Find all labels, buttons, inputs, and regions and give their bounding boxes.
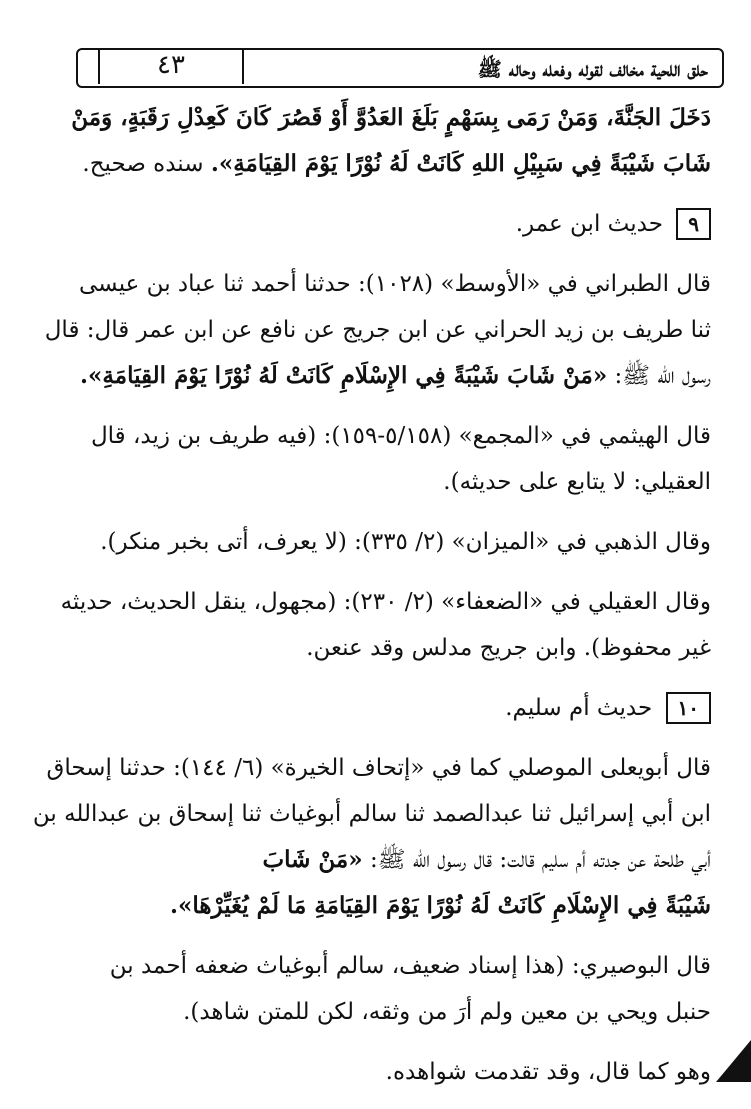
text-line: وقال الذهبي في «الميزان» (٢/ ٣٣٥): (لا يعرف، أتى بخبر منكر). <box>100 529 711 555</box>
page-body <box>32 95 711 1109</box>
text-line: قال أبويعلى الموصلي كما في «إتحاف الخيرة» (٦/ ١٤٤): حدثنا إسحاق <box>46 755 711 781</box>
hadith-10-paragraph-2 <box>90 943 711 1035</box>
hadith-9-heading <box>90 201 711 247</box>
hadith-10-paragraph-3 <box>90 1049 711 1095</box>
hadith-9-paragraph-2 <box>90 413 711 505</box>
text-span: أبي طلحة عن جدته أم سليم قالت: قال رسول الله ﷺ: <box>362 847 711 873</box>
hadith-10-paragraph-1 <box>32 745 711 929</box>
text-line: وهو كما قال، وقد تقدمت شواهده. <box>385 1059 711 1085</box>
text-line: العقيلي: لا يتابع على حديثه). <box>443 469 711 495</box>
intro-tail: سنده صحيح. <box>82 151 211 177</box>
hadith-quote: «مَنْ شَابَ شَيْبَةً فِي الإِسْلَامِ كَانَتْ لَهُ نُوْرًا يَوْمَ القِيَامَةِ». <box>80 362 608 389</box>
hadith-10-title: حديث أم سليم. <box>505 695 653 721</box>
text-line: ابن أبي إسرائيل ثنا عبدالصمد ثنا سالم أبوغياث ثنا إسحاق بن عبدالله بن <box>32 801 711 827</box>
text-span: رسول الله ﷺ: <box>607 363 711 389</box>
hadith-10-number: ١٠ <box>666 692 711 724</box>
text-line: قال البوصيري: (هذا إسناد ضعيف، سالم أبوغياث ضعفه أحمد بن <box>109 953 711 979</box>
page-number: ٤٣ <box>98 48 244 84</box>
page-corner-mark <box>716 1040 751 1082</box>
hadith-9-paragraph-3 <box>90 519 711 565</box>
intro-paragraph <box>71 95 711 187</box>
text-line: حنبل ويحي بن معين ولم أرَ من وثقه، لكن للمتن شاهد). <box>183 999 711 1025</box>
hadith-9-paragraph-4 <box>60 579 711 671</box>
text-line: وقال العقيلي في «الضعفاء» (٢/ ٢٣٠): (مجهول، ينقل الحديث، حديثه <box>60 589 711 615</box>
hadith-10-heading <box>90 685 711 731</box>
intro-line-2 <box>82 141 711 187</box>
page-header <box>76 48 724 88</box>
text-line: غير محفوظ). وابن جريج مدلس وقد عنعن. <box>306 635 711 661</box>
hadith-9-paragraph-1 <box>44 261 711 399</box>
hadith-quote-line: شَيْبَةً فِي الإِسْلَامِ كَانَتْ لَهُ نُوْرًا يَوْمَ القِيَامَةِ مَا لَمْ يُغَيِّرْهَا». <box>170 892 711 919</box>
hadith-9-title: حديث ابن عمر. <box>515 211 663 237</box>
hadith-quote: «مَنْ شَابَ <box>262 846 363 873</box>
page-title: حلق اللحية مخالف لقوله وفعله وحاله ﷺ <box>477 57 708 81</box>
text-line: ثنا طريف بن زيد الحراني عن ابن جريج عن نافع عن ابن عمر قال: قال <box>44 317 711 343</box>
intro-line-1: دَخَلَ الجَنَّةَ، وَمَنْ رَمَى بِسَهْمٍ بَلَغَ العَدُوَّ أَوْ قَصُرَ كَانَ كَعِدْلِ رَقَبَةٍ، وَمَنْ <box>71 104 711 131</box>
text-line <box>90 837 711 883</box>
intro-quote: شَابَ شَيْبَةً فِي سَبِيْلِ اللهِ كَانَتْ لَهُ نُوْرًا يَوْمَ القِيَامَةِ». <box>210 150 711 177</box>
text-line: قال الطبراني في «الأوسط» (١٠٢٨): حدثنا أحمد ثنا عباد بن عيسى <box>79 271 711 297</box>
text-line <box>80 353 711 399</box>
text-line: قال الهيثمي في «المجمع» (٥/١٥٨-١٥٩): (فيه طريف بن زيد، قال <box>90 423 711 449</box>
hadith-9-number: ٩ <box>676 208 711 240</box>
